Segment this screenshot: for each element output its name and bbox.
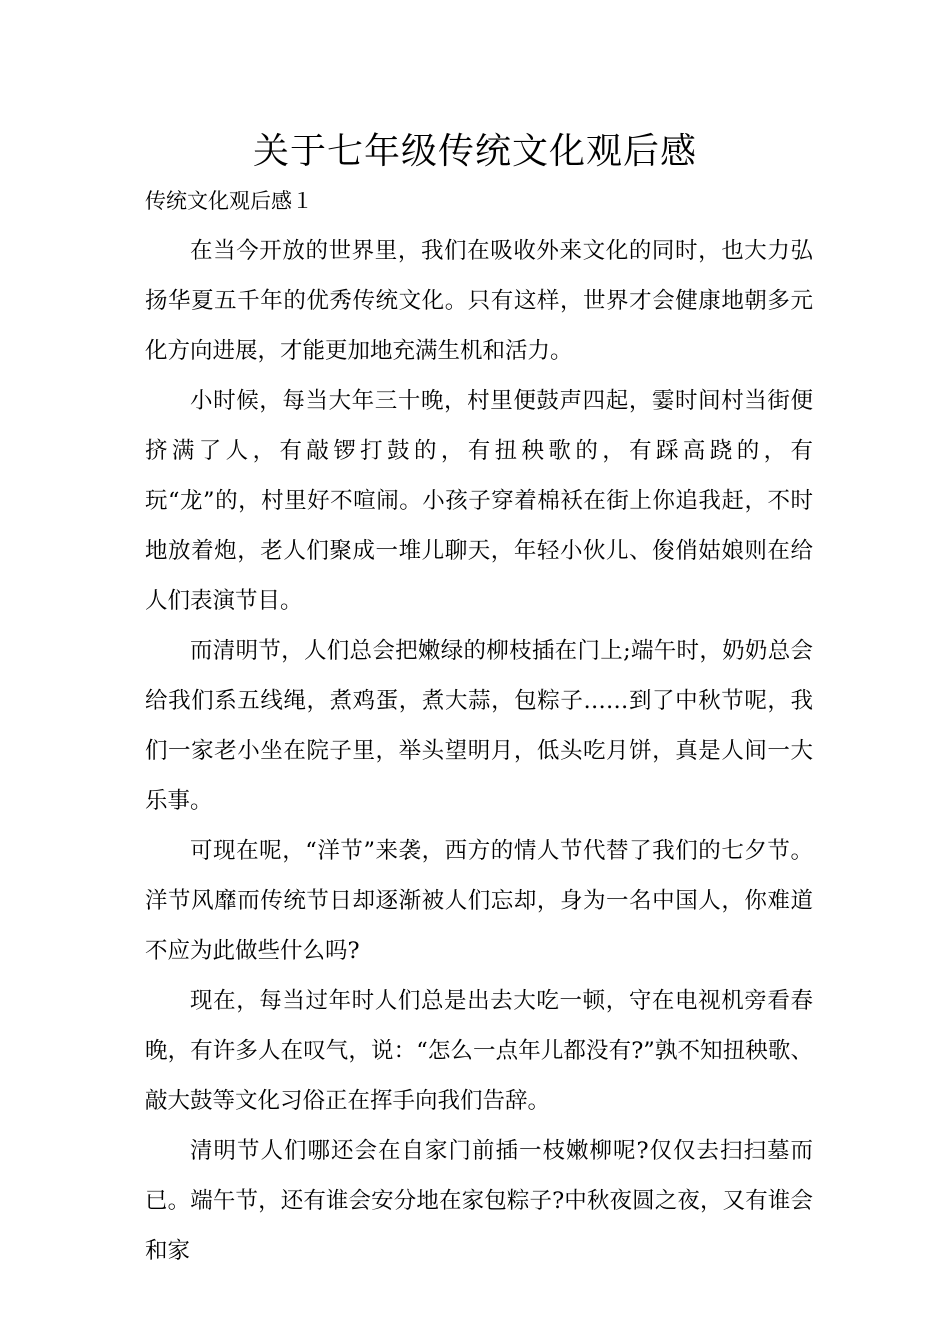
- paragraph: 在当今开放的世界里，我们在吸收外来文化的同时，也大力弘扬华夏五千年的优秀传统文化。只有这样，世界才会健康地朝多元化方向进展，才能更加地充满生机和活力。: [145, 238, 813, 364]
- document-body: [145, 226, 813, 1276]
- paragraph: 清明节人们哪还会在自家门前插一枝嫩柳呢?仅仅去扫扫墓而已。端午节，还有谁会安分地在家包粽子?中秋夜圆之夜，又有谁会和家: [145, 1138, 813, 1264]
- paragraph: 现在，每当过年时人们总是出去大吃一顿，守在电视机旁看春晚，有许多人在叹气，说：“怎么一点年儿都没有?”孰不知扭秧歌、敲大鼓等文化习俗正在挥手向我们告辞。: [145, 988, 813, 1114]
- section-heading: 传统文化观后感１: [145, 189, 313, 213]
- paragraph: 可现在呢，“洋节”来袭，西方的情人节代替了我们的七夕节。洋节风靡而传统节日却逐渐被人们忘却，身为一名中国人，你难道不应为此做些什么吗?: [145, 838, 813, 964]
- paragraph: 而清明节，人们总会把嫩绿的柳枝插在门上;端午时，奶奶总会给我们系五线绳，煮鸡蛋，煮大蒜，包粽子……到了中秋节呢，我们一家老小坐在院子里，举头望明月，低头吃月饼，真是人间一大乐事。: [145, 638, 813, 814]
- document-title: 关于七年级传统文化观后感: [252, 131, 697, 172]
- paragraph: 小时候，每当大年三十晚，村里便鼓声四起，霎时间村当街便挤满了人，有敲锣打鼓的，有扭秧歌的，有踩高跷的，有玩“龙”的，村里好不喧闹。小孩子穿着棉袄在街上你追我赶，不时地放着炮，老人们聚成一堆儿聊天，年轻小伙儿、俊俏姑娘则在给人们表演节目。: [145, 388, 813, 614]
